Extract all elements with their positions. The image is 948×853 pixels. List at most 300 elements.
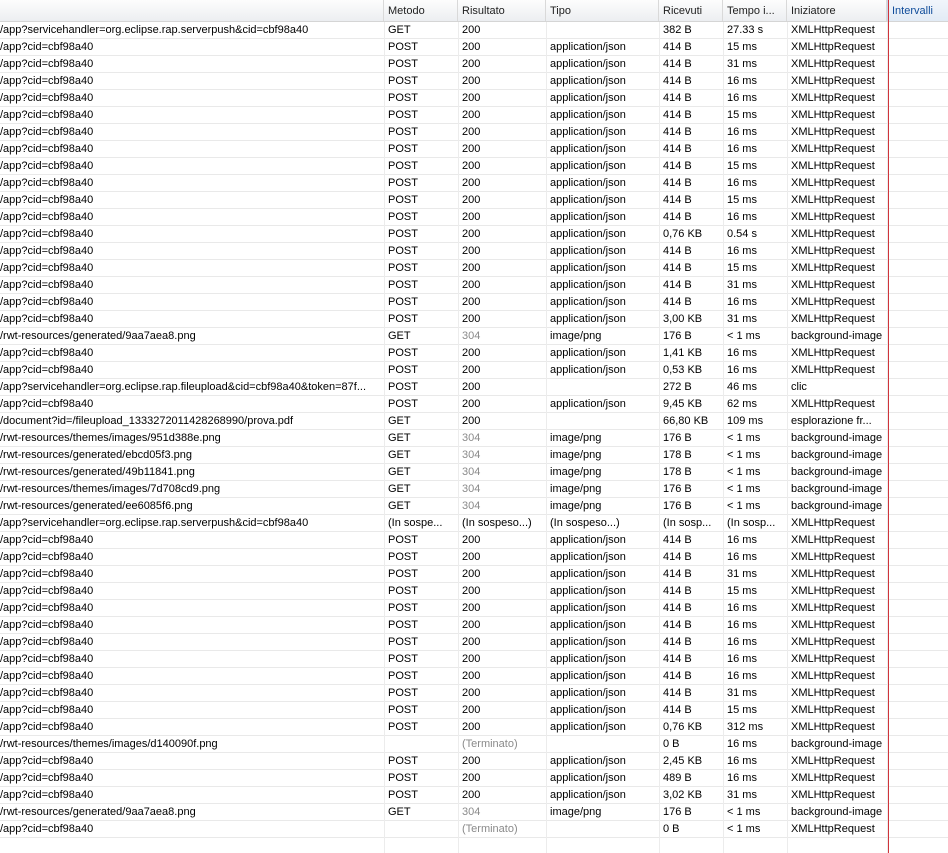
request-url: /app?cid=cbf98a40 xyxy=(0,534,94,546)
request-timeline xyxy=(887,804,948,820)
request-result: 200 xyxy=(462,211,481,223)
request-url: /app?cid=cbf98a40 xyxy=(0,262,94,274)
request-result: 200 xyxy=(462,619,481,631)
request-initiator: XMLHttpRequest xyxy=(791,636,875,648)
request-initiator: XMLHttpRequest xyxy=(791,687,875,699)
request-time: 16 ms xyxy=(727,92,757,104)
request-timeline xyxy=(887,447,948,463)
column-separator xyxy=(787,22,788,853)
request-method: POST xyxy=(388,755,418,767)
request-initiator: XMLHttpRequest xyxy=(791,534,875,546)
request-url: /app?cid=cbf98a40 xyxy=(0,313,94,325)
request-type: image/png xyxy=(550,806,602,818)
request-url: /app?cid=cbf98a40 xyxy=(0,670,94,682)
request-url: /app?cid=cbf98a40 xyxy=(0,585,94,597)
request-time: 16 ms xyxy=(727,364,757,376)
request-result: 200 xyxy=(462,381,481,393)
request-url: /rwt-resources/generated/ee6085f6.png xyxy=(0,500,193,512)
request-result: 200 xyxy=(462,228,481,240)
request-row[interactable] xyxy=(0,804,948,821)
request-row[interactable] xyxy=(0,209,948,226)
request-result: 200 xyxy=(462,755,481,767)
request-result: 200 xyxy=(462,789,481,801)
request-row[interactable] xyxy=(0,328,948,345)
request-result: 200 xyxy=(462,126,481,138)
request-type: application/json xyxy=(550,534,626,546)
request-type: application/json xyxy=(550,143,626,155)
request-time: < 1 ms xyxy=(727,806,761,818)
request-type: application/json xyxy=(550,551,626,563)
request-row[interactable] xyxy=(0,498,948,515)
request-url: /app?cid=cbf98a40 xyxy=(0,619,94,631)
request-url: /app?cid=cbf98a40 xyxy=(0,551,94,563)
request-type: application/json xyxy=(550,245,626,257)
request-row[interactable] xyxy=(0,413,948,430)
request-initiator: XMLHttpRequest xyxy=(791,551,875,563)
request-received: 414 B xyxy=(663,551,692,563)
request-method: GET xyxy=(388,483,411,495)
request-result: 200 xyxy=(462,772,481,784)
request-row[interactable] xyxy=(0,685,948,702)
request-initiator: XMLHttpRequest xyxy=(791,75,875,87)
request-type: application/json xyxy=(550,755,626,767)
request-result: 200 xyxy=(462,568,481,580)
request-row[interactable] xyxy=(0,362,948,379)
request-type: application/json xyxy=(550,211,626,223)
request-url: /app?servicehandler=org.eclipse.rap.serverpush&cid=cbf98a40 xyxy=(0,24,309,36)
request-time: < 1 ms xyxy=(727,483,761,495)
request-type: image/png xyxy=(550,449,602,461)
request-type: application/json xyxy=(550,602,626,614)
request-method: GET xyxy=(388,466,411,478)
request-type: application/json xyxy=(550,109,626,121)
column-header-type[interactable]: Tipo xyxy=(546,0,659,21)
request-timeline xyxy=(887,209,948,225)
request-list[interactable] xyxy=(0,22,948,853)
request-initiator: background-image xyxy=(791,432,883,444)
request-type: application/json xyxy=(550,721,626,733)
request-received: 0 B xyxy=(663,823,680,835)
request-received: 9,45 KB xyxy=(663,398,703,410)
request-time: < 1 ms xyxy=(727,500,761,512)
request-method: POST xyxy=(388,398,418,410)
request-method: POST xyxy=(388,92,418,104)
request-timeline xyxy=(887,464,948,480)
request-received: 414 B xyxy=(663,194,692,206)
request-received: 176 B xyxy=(663,483,692,495)
request-method: POST xyxy=(388,602,418,614)
request-method: POST xyxy=(388,381,418,393)
request-row[interactable] xyxy=(0,345,948,362)
request-type: application/json xyxy=(550,772,626,784)
request-received: 414 B xyxy=(663,636,692,648)
column-header-time[interactable]: Tempo i... xyxy=(723,0,787,21)
request-timeline xyxy=(887,379,948,395)
request-url: /app?cid=cbf98a40 xyxy=(0,398,94,410)
request-url: /app?cid=cbf98a40 xyxy=(0,75,94,87)
request-result: 200 xyxy=(462,143,481,155)
request-timeline xyxy=(887,277,948,293)
request-method: (In sospe... xyxy=(388,517,443,529)
request-timeline xyxy=(887,260,948,276)
request-row[interactable] xyxy=(0,736,948,753)
request-initiator: XMLHttpRequest xyxy=(791,262,875,274)
request-row[interactable] xyxy=(0,770,948,787)
request-row[interactable] xyxy=(0,566,948,583)
request-timeline xyxy=(887,617,948,633)
request-timeline xyxy=(887,90,948,106)
request-initiator: XMLHttpRequest xyxy=(791,602,875,614)
request-method: POST xyxy=(388,211,418,223)
request-initiator: XMLHttpRequest xyxy=(791,704,875,716)
request-initiator: XMLHttpRequest xyxy=(791,109,875,121)
request-url: /app?cid=cbf98a40 xyxy=(0,772,94,784)
request-row[interactable] xyxy=(0,260,948,277)
request-initiator: XMLHttpRequest xyxy=(791,211,875,223)
request-url: /app?cid=cbf98a40 xyxy=(0,704,94,716)
request-timeline xyxy=(887,73,948,89)
request-timeline xyxy=(887,396,948,412)
request-row[interactable] xyxy=(0,787,948,804)
request-url: /rwt-resources/generated/ebcd05f3.png xyxy=(0,449,193,461)
request-method: POST xyxy=(388,585,418,597)
request-result: 200 xyxy=(462,653,481,665)
request-row[interactable] xyxy=(0,107,948,124)
request-url: /rwt-resources/generated/9aa7aea8.png xyxy=(0,330,196,342)
request-method: POST xyxy=(388,619,418,631)
request-result: 200 xyxy=(462,262,481,274)
request-initiator: XMLHttpRequest xyxy=(791,568,875,580)
request-row[interactable] xyxy=(0,481,948,498)
request-timeline xyxy=(887,600,948,616)
request-timeline xyxy=(887,192,948,208)
request-received: 414 B xyxy=(663,262,692,274)
request-type: application/json xyxy=(550,126,626,138)
request-initiator: XMLHttpRequest xyxy=(791,177,875,189)
request-timeline xyxy=(887,736,948,752)
request-row[interactable] xyxy=(0,294,948,311)
request-method: POST xyxy=(388,279,418,291)
request-initiator: XMLHttpRequest xyxy=(791,619,875,631)
request-type: application/json xyxy=(550,398,626,410)
request-received: 414 B xyxy=(663,279,692,291)
request-timeline xyxy=(887,498,948,514)
request-received: 489 B xyxy=(663,772,692,784)
request-timeline xyxy=(887,22,948,38)
request-row[interactable] xyxy=(0,226,948,243)
request-row[interactable] xyxy=(0,90,948,107)
request-initiator: background-image xyxy=(791,483,883,495)
request-result: 200 xyxy=(462,704,481,716)
request-initiator: XMLHttpRequest xyxy=(791,126,875,138)
request-row[interactable] xyxy=(0,22,948,39)
request-time: 31 ms xyxy=(727,58,757,70)
request-received: 414 B xyxy=(663,211,692,223)
request-url: /app?cid=cbf98a40 xyxy=(0,296,94,308)
request-timeline xyxy=(887,243,948,259)
column-separator xyxy=(723,22,724,853)
request-url: /app?cid=cbf98a40 xyxy=(0,602,94,614)
request-row[interactable] xyxy=(0,532,948,549)
request-initiator: XMLHttpRequest xyxy=(791,398,875,410)
column-separator xyxy=(659,22,660,853)
request-timeline xyxy=(887,770,948,786)
request-type: application/json xyxy=(550,347,626,359)
request-url: /app?cid=cbf98a40 xyxy=(0,160,94,172)
request-url: /app?cid=cbf98a40 xyxy=(0,211,94,223)
request-row[interactable] xyxy=(0,617,948,634)
request-method: POST xyxy=(388,687,418,699)
request-time: 15 ms xyxy=(727,585,757,597)
request-type: application/json xyxy=(550,228,626,240)
request-type: image/png xyxy=(550,500,602,512)
request-type: (In sospeso...) xyxy=(550,517,620,529)
request-received: 414 B xyxy=(663,653,692,665)
request-url: /app?cid=cbf98a40 xyxy=(0,653,94,665)
request-result: 200 xyxy=(462,398,481,410)
request-url: /app?cid=cbf98a40 xyxy=(0,109,94,121)
request-timeline xyxy=(887,787,948,803)
request-row[interactable] xyxy=(0,124,948,141)
request-row[interactable] xyxy=(0,447,948,464)
request-url: /rwt-resources/themes/images/951d388e.png xyxy=(0,432,221,444)
request-result: 304 xyxy=(462,500,481,512)
request-result: 304 xyxy=(462,483,481,495)
request-result: 200 xyxy=(462,721,481,733)
request-timeline xyxy=(887,345,948,361)
request-initiator: background-image xyxy=(791,500,883,512)
request-row[interactable] xyxy=(0,56,948,73)
column-header-url[interactable] xyxy=(0,0,384,21)
request-type: application/json xyxy=(550,41,626,53)
request-row[interactable] xyxy=(0,668,948,685)
request-row[interactable] xyxy=(0,277,948,294)
request-time: 312 ms xyxy=(727,721,764,733)
request-type: application/json xyxy=(550,619,626,631)
request-url: /document?id=/fileupload_1333272011428268990/prova.pdf xyxy=(0,415,294,427)
request-received: 66,80 KB xyxy=(663,415,709,427)
request-type: application/json xyxy=(550,75,626,87)
request-url: /app?cid=cbf98a40 xyxy=(0,92,94,104)
column-separator xyxy=(546,22,547,853)
request-type xyxy=(546,379,659,395)
request-row[interactable] xyxy=(0,175,948,192)
request-url: /app?servicehandler=org.eclipse.rap.fileupload&cid=cbf98a40&token=87f... xyxy=(0,381,367,393)
column-header-initiator[interactable]: Iniziatore xyxy=(787,0,887,21)
request-url: /app?cid=cbf98a40 xyxy=(0,58,94,70)
request-received: 0 B xyxy=(663,738,680,750)
request-time: 15 ms xyxy=(727,704,757,716)
request-row[interactable] xyxy=(0,702,948,719)
request-time: 16 ms xyxy=(727,619,757,631)
request-timeline xyxy=(887,481,948,497)
request-url: /app?cid=cbf98a40 xyxy=(0,364,94,376)
request-row[interactable] xyxy=(0,39,948,56)
request-method: POST xyxy=(388,75,418,87)
request-time: 31 ms xyxy=(727,279,757,291)
request-type: application/json xyxy=(550,279,626,291)
request-time: 31 ms xyxy=(727,789,757,801)
request-timeline xyxy=(887,311,948,327)
request-method: POST xyxy=(388,194,418,206)
request-time: 16 ms xyxy=(727,296,757,308)
request-initiator: esplorazione fr... xyxy=(791,415,872,427)
request-row[interactable] xyxy=(0,192,948,209)
request-row[interactable] xyxy=(0,379,948,396)
request-initiator: XMLHttpRequest xyxy=(791,41,875,53)
request-method xyxy=(384,736,458,752)
request-received: 0,76 KB xyxy=(663,721,703,733)
request-received: 414 B xyxy=(663,177,692,189)
request-type: application/json xyxy=(550,92,626,104)
request-initiator: XMLHttpRequest xyxy=(791,364,875,376)
request-method: POST xyxy=(388,177,418,189)
request-received: 414 B xyxy=(663,619,692,631)
request-time: 16 ms xyxy=(727,534,757,546)
request-row[interactable] xyxy=(0,158,948,175)
request-initiator: XMLHttpRequest xyxy=(791,194,875,206)
request-result: 200 xyxy=(462,364,481,376)
request-timeline xyxy=(887,294,948,310)
request-initiator: XMLHttpRequest xyxy=(791,585,875,597)
request-time: 16 ms xyxy=(727,245,757,257)
request-row[interactable] xyxy=(0,73,948,90)
request-time: 16 ms xyxy=(727,177,757,189)
request-timeline xyxy=(887,583,948,599)
request-timeline xyxy=(887,141,948,157)
request-received: 414 B xyxy=(663,41,692,53)
request-time: 15 ms xyxy=(727,262,757,274)
request-method: GET xyxy=(388,806,411,818)
request-result: 200 xyxy=(462,75,481,87)
request-result: 304 xyxy=(462,449,481,461)
column-header-result[interactable]: Risultato xyxy=(458,0,546,21)
request-received: 176 B xyxy=(663,806,692,818)
request-method: POST xyxy=(388,126,418,138)
request-type: application/json xyxy=(550,636,626,648)
request-row[interactable] xyxy=(0,549,948,566)
request-type: application/json xyxy=(550,58,626,70)
request-result: 200 xyxy=(462,602,481,614)
request-initiator: background-image xyxy=(791,466,883,478)
column-header-received[interactable]: Ricevuti xyxy=(659,0,723,21)
request-url: /app?cid=cbf98a40 xyxy=(0,279,94,291)
request-timeline xyxy=(887,532,948,548)
request-time: 16 ms xyxy=(727,602,757,614)
request-row[interactable] xyxy=(0,141,948,158)
column-separator xyxy=(458,22,459,853)
request-result: 200 xyxy=(462,670,481,682)
request-timeline xyxy=(887,685,948,701)
request-time: < 1 ms xyxy=(727,330,761,342)
request-row[interactable] xyxy=(0,311,948,328)
request-initiator: XMLHttpRequest xyxy=(791,347,875,359)
request-received: 176 B xyxy=(663,330,692,342)
request-received: (In sosp... xyxy=(663,517,712,529)
request-row[interactable] xyxy=(0,583,948,600)
request-row[interactable] xyxy=(0,515,948,532)
request-received: 414 B xyxy=(663,126,692,138)
request-type: application/json xyxy=(550,653,626,665)
request-type: image/png xyxy=(550,483,602,495)
request-url: /app?cid=cbf98a40 xyxy=(0,347,94,359)
request-timeline xyxy=(887,753,948,769)
request-row[interactable] xyxy=(0,430,948,447)
request-method: POST xyxy=(388,143,418,155)
request-time: (In sosp... xyxy=(727,517,776,529)
request-method: POST xyxy=(388,534,418,546)
column-header-method[interactable]: Metodo xyxy=(384,0,458,21)
request-result: 200 xyxy=(462,313,481,325)
request-time: 16 ms xyxy=(727,755,757,767)
request-timeline xyxy=(887,634,948,650)
request-result: 200 xyxy=(462,687,481,699)
request-received: 178 B xyxy=(663,466,692,478)
column-separator xyxy=(384,22,385,853)
request-result: 200 xyxy=(462,347,481,359)
request-received: 176 B xyxy=(663,500,692,512)
request-type: application/json xyxy=(550,585,626,597)
request-received: 414 B xyxy=(663,670,692,682)
request-row[interactable] xyxy=(0,243,948,260)
request-result: 200 xyxy=(462,245,481,257)
request-time: 16 ms xyxy=(727,738,757,750)
request-received: 2,45 KB xyxy=(663,755,703,767)
request-row[interactable] xyxy=(0,719,948,736)
request-initiator: background-image xyxy=(791,738,883,750)
request-timeline xyxy=(887,719,948,735)
request-type: application/json xyxy=(550,568,626,580)
request-received: 272 B xyxy=(663,381,692,393)
request-result: 200 xyxy=(462,58,481,70)
request-received: 414 B xyxy=(663,75,692,87)
column-header-timeline[interactable]: Intervalli xyxy=(887,0,948,21)
request-type: application/json xyxy=(550,687,626,699)
request-timeline xyxy=(887,821,948,837)
request-row[interactable] xyxy=(0,464,948,481)
request-time: 27.33 s xyxy=(727,24,764,36)
request-type: application/json xyxy=(550,262,626,274)
request-received: 414 B xyxy=(663,143,692,155)
request-received: 178 B xyxy=(663,449,692,461)
request-timeline xyxy=(887,702,948,718)
request-time: 16 ms xyxy=(727,551,757,563)
request-url: /app?cid=cbf98a40 xyxy=(0,755,94,767)
request-row[interactable] xyxy=(0,396,948,413)
request-row[interactable] xyxy=(0,651,948,668)
request-result: 200 xyxy=(462,279,481,291)
request-url: /rwt-resources/themes/images/d140090f.png xyxy=(0,738,218,750)
request-received: 414 B xyxy=(663,160,692,172)
request-received: 176 B xyxy=(663,432,692,444)
request-result: 200 xyxy=(462,585,481,597)
request-method: GET xyxy=(388,432,411,444)
request-type: application/json xyxy=(550,313,626,325)
request-timeline xyxy=(887,56,948,72)
request-row[interactable] xyxy=(0,753,948,770)
request-url: /app?cid=cbf98a40 xyxy=(0,177,94,189)
request-row[interactable] xyxy=(0,600,948,617)
request-time: 15 ms xyxy=(727,109,757,121)
request-row[interactable] xyxy=(0,634,948,651)
request-row[interactable] xyxy=(0,821,948,838)
request-url: /app?cid=cbf98a40 xyxy=(0,636,94,648)
request-method: POST xyxy=(388,721,418,733)
request-method: POST xyxy=(388,109,418,121)
request-result: 200 xyxy=(462,551,481,563)
request-timeline xyxy=(887,430,948,446)
request-url: /app?cid=cbf98a40 xyxy=(0,126,94,138)
